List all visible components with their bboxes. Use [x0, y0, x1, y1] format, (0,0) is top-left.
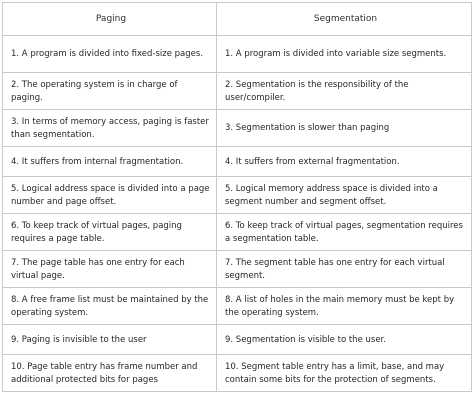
segmentation-cell: 8. A list of holes in the main memory must be kept by the operating system. [217, 288, 472, 325]
segmentation-cell: 4. It suffers from external fragmentation. [217, 147, 472, 177]
table-row [3, 288, 472, 325]
paging-cell: 7. The page table has one entry for each virtual page. [3, 251, 217, 288]
segmentation-cell: 6. To keep track of virtual pages, segmentation requires a segmentation table. [217, 214, 472, 251]
paging-cell: 5. Logical address space is divided into a page number and page offset. [3, 177, 217, 214]
table-row [3, 325, 472, 355]
table-row [3, 36, 472, 73]
table-row [3, 73, 472, 110]
paging-cell: 3. In terms of memory access, paging is faster than segmentation. [3, 110, 217, 147]
table-row [3, 214, 472, 251]
paging-cell: 4. It suffers from internal fragmentation. [3, 147, 217, 177]
table-row [3, 355, 472, 392]
paging-cell: 10. Page table entry has frame number and additional protected bits for pages [3, 355, 217, 392]
segmentation-cell: 1. A program is divided into variable size segments. [217, 36, 472, 73]
table-row [3, 147, 472, 177]
segmentation-cell: 5. Logical memory address space is divided into a segment number and segment offset. [217, 177, 472, 214]
segmentation-cell: 10. Segment table entry has a limit, base, and may contain some bits for the protection of segments. [217, 355, 472, 392]
segmentation-cell: 7. The segment table has one entry for each virtual segment. [217, 251, 472, 288]
comparison-table [2, 2, 472, 392]
paging-cell: 2. The operating system is in charge of paging. [3, 73, 217, 110]
table-row [3, 110, 472, 147]
paging-cell: 1. A program is divided into fixed-size pages. [3, 36, 217, 73]
header-row [3, 3, 472, 36]
table-row [3, 251, 472, 288]
table-row [3, 177, 472, 214]
paging-cell: 9. Paging is invisible to the user [3, 325, 217, 355]
column-header-segmentation: Segmentation [217, 3, 472, 36]
paging-cell: 6. To keep track of virtual pages, paging requires a page table. [3, 214, 217, 251]
segmentation-cell: 3. Segmentation is slower than paging [217, 110, 472, 147]
segmentation-cell: 2. Segmentation is the responsibility of the user/compiler. [217, 73, 472, 110]
paging-cell: 8. A free frame list must be maintained by the operating system. [3, 288, 217, 325]
column-header-paging: Paging [3, 3, 217, 36]
segmentation-cell: 9. Segmentation is visible to the user. [217, 325, 472, 355]
